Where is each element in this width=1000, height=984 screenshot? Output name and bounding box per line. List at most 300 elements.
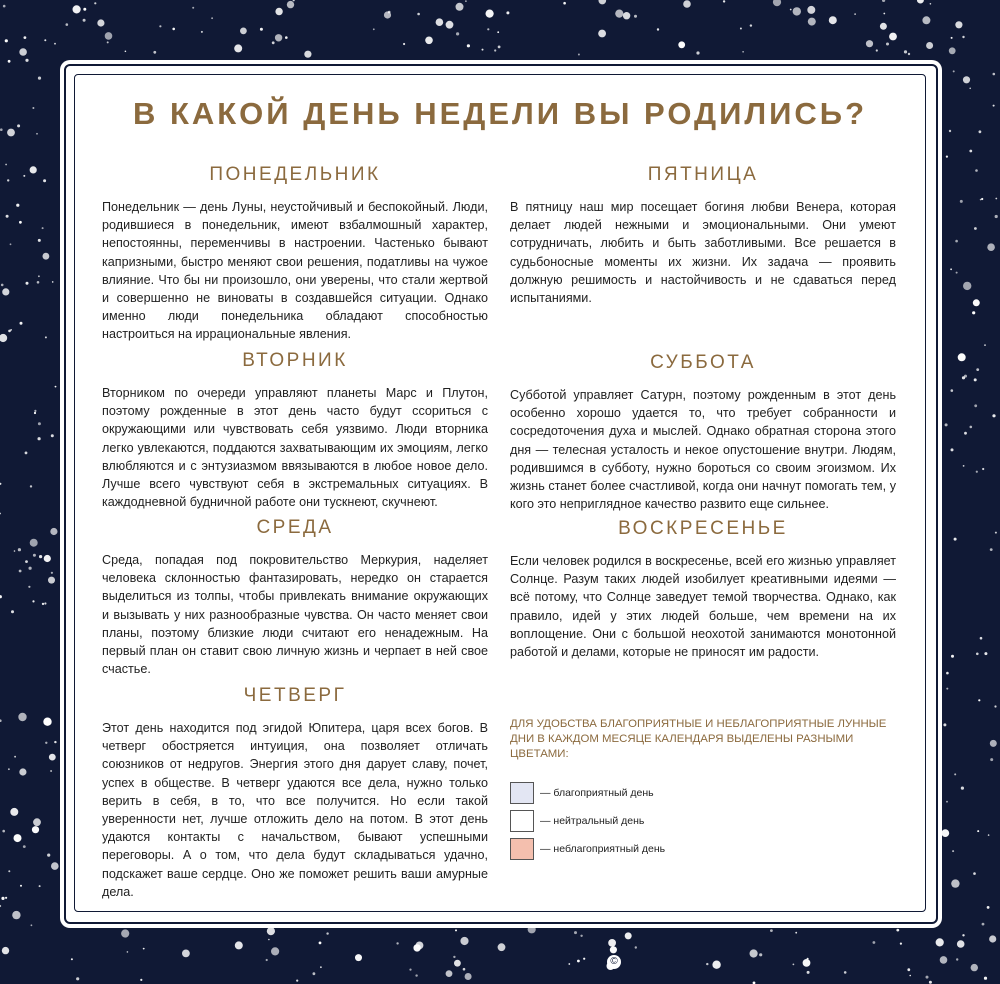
star-dot [268, 939, 270, 941]
section-tuesday [102, 350, 488, 511]
star-dot [954, 773, 956, 775]
star-dot [506, 11, 509, 14]
star-dot [930, 3, 932, 5]
star-dot [980, 637, 983, 640]
star-dot [889, 33, 897, 41]
star-dot [304, 51, 311, 58]
star-dot [974, 227, 977, 230]
star-dot [14, 834, 22, 842]
star-dot [42, 603, 44, 605]
star-dot [275, 34, 282, 41]
star-dot [42, 227, 44, 229]
calendar-note: ДЛЯ УДОБСТВА БЛАГОПРИЯТНЫЕ И НЕБЛАГОПРИЯТНЫЕ ЛУННЫЕ ДНИ В КАЖДОМ МЕСЯЦЕ КАЛЕНДАРЯ ВЫДЕЛЕНЫ РАЗНЫМИ ЦВЕТАМИ: [510, 718, 887, 760]
star-dot [10, 808, 18, 816]
star-dot [211, 17, 213, 19]
star-dot [953, 70, 955, 72]
star-dot [2, 288, 9, 295]
star-dot [30, 166, 37, 173]
star-dot [463, 968, 466, 971]
star-dot [10, 329, 12, 331]
star-dot [5, 39, 8, 42]
star-dot [0, 513, 1, 515]
star-dot [795, 932, 797, 934]
star-dot [28, 586, 30, 588]
star-dot [634, 15, 637, 18]
star-dot [285, 36, 288, 39]
star-dot [14, 550, 16, 552]
star-dot [17, 124, 20, 127]
star-dot [275, 8, 282, 15]
star-dot [896, 929, 899, 932]
star-dot [712, 961, 720, 969]
star-dot [127, 951, 129, 953]
star-dot [969, 150, 972, 153]
star-dot [30, 539, 38, 547]
star-dot [25, 452, 28, 455]
star-dot [172, 28, 175, 31]
text-monday: Понедельник — день Луны, неустойчивый и беспокойный. Люди, родившиеся в понедельник, имеют взбалмошный характер, непостоянны, переменчивы в настроении. Частенько бывают капризными, быстро меняют свои решения, податливы на чужое влияние. Что бы ни произошло, они уверены, что стали жертвой и совершенно не виноваты в создавшейся ситуации. Однако именно люди понедельника обладают способностью настроиться на иррациональные явления. [102, 200, 488, 342]
star-dot [30, 485, 32, 487]
star-dot [880, 23, 887, 30]
star-dot [949, 47, 956, 54]
star-dot [976, 653, 979, 656]
star-dot [16, 204, 19, 207]
star-dot [66, 23, 69, 26]
star-dot [742, 51, 744, 53]
section-friday [510, 164, 896, 307]
star-dot [951, 389, 954, 392]
heading-monday: ПОНЕДЕЛЬНИК [209, 164, 381, 185]
star-dot [0, 483, 1, 485]
star-dot [883, 13, 885, 15]
star-dot [234, 44, 242, 52]
star-dot [946, 688, 948, 690]
star-dot [790, 9, 792, 11]
star-dot [446, 970, 453, 977]
star-dot [946, 801, 948, 803]
heading-tuesday: ВТОРНИК [242, 350, 348, 371]
color-legend [510, 779, 810, 863]
star-dot [48, 577, 55, 584]
star-dot [31, 924, 33, 926]
star-dot [20, 885, 22, 887]
swatch-favorable [510, 782, 534, 804]
star-dot [320, 966, 322, 968]
star-dot [963, 465, 965, 467]
star-dot [45, 336, 47, 338]
star-dot [271, 947, 279, 955]
star-dot [951, 655, 954, 658]
star-dot [23, 845, 26, 848]
star-dot [24, 36, 27, 39]
star-dot [159, 25, 161, 27]
star-dot [498, 943, 506, 951]
star-dot [3, 5, 6, 8]
star-dot [1, 897, 4, 900]
star-dot [750, 949, 758, 957]
star-dot [946, 156, 948, 158]
star-dot [467, 44, 470, 47]
star-dot [990, 548, 993, 551]
star-dot [7, 129, 15, 137]
star-dot [988, 834, 990, 836]
heading-wednesday: СРЕДА [256, 517, 334, 538]
star-dot [706, 963, 708, 965]
section-thursday [102, 685, 488, 901]
star-dot [657, 28, 659, 30]
star-dot [803, 959, 811, 967]
star-dot [201, 31, 203, 33]
star-dot [978, 699, 980, 701]
star-dot [38, 77, 41, 80]
star-dot [33, 818, 41, 826]
legend-item-neutral [510, 807, 810, 835]
star-dot [945, 423, 948, 426]
star-dot [971, 964, 978, 971]
swatch-unfavorable [510, 838, 534, 860]
star-dot [14, 756, 16, 758]
star-dot [951, 448, 954, 451]
section-sunday [510, 518, 896, 661]
star-dot [39, 885, 41, 887]
star-dot [829, 16, 837, 24]
star-dot [723, 0, 725, 2]
star-dot [454, 960, 461, 967]
page-title: В КАКОЙ ДЕНЬ НЕДЕЛИ ВЫ РОДИЛИСЬ? [132, 96, 868, 131]
star-dot [962, 376, 965, 379]
star-dot [43, 718, 51, 726]
star-dot [54, 741, 56, 743]
star-dot [23, 175, 25, 177]
star-dot [958, 353, 966, 361]
star-dot [416, 942, 424, 950]
star-dot [25, 560, 28, 563]
star-dot [486, 10, 494, 18]
star-dot [917, 0, 924, 4]
star-dot [44, 555, 51, 562]
legend-item-unfavorable [510, 835, 810, 863]
star-dot [25, 59, 28, 62]
star-dot [960, 200, 963, 203]
star-dot [94, 2, 96, 4]
star-dot [482, 49, 484, 51]
star-dot [982, 468, 984, 470]
star-dot [982, 923, 985, 926]
star-dot [984, 977, 987, 980]
star-dot [71, 958, 73, 960]
star-dot [10, 243, 12, 245]
star-dot [97, 19, 104, 26]
star-dot [854, 13, 856, 15]
star-dot [32, 600, 34, 602]
star-dot [240, 28, 247, 35]
star-dot [498, 46, 501, 49]
star-dot [5, 164, 7, 166]
star-dot [995, 532, 997, 534]
star-dot [446, 21, 454, 29]
star-dot [957, 940, 965, 948]
star-dot [773, 0, 781, 6]
star-dot [373, 28, 375, 30]
star-dot [125, 51, 127, 53]
star-dot [995, 215, 998, 218]
star-dot [976, 368, 979, 371]
star-dot [192, 7, 194, 9]
star-dot [45, 742, 47, 744]
star-dot [956, 958, 958, 960]
star-dot [143, 948, 145, 950]
text-sunday: Если человек родился в воскресенье, всей его жизнью управляет Солнце. Разум таких людей изобилует креативными идеями — всё потому, что Солнце заведует темой творчества. Однако, как правило, идей у этих людей больше, чем времени на их воплощение. Они с большой неохотой занимаются монотонной работой и делами, которые не приносят им радости. [510, 554, 896, 660]
star-dot [990, 758, 993, 761]
star-dot [293, 0, 295, 1]
star-dot [19, 570, 22, 573]
star-dot [974, 378, 977, 381]
star-dot [907, 968, 910, 971]
star-dot [977, 830, 979, 832]
star-dot [962, 934, 964, 936]
star-dot [465, 0, 467, 2]
star-dot [610, 946, 617, 953]
star-dot [140, 979, 142, 981]
star-dot [7, 179, 9, 181]
star-dot [770, 929, 773, 932]
star-dot [415, 974, 417, 976]
star-dot [8, 768, 10, 770]
star-dot [598, 30, 606, 38]
star-dot [1, 284, 4, 287]
star-dot [973, 299, 980, 306]
star-dot [460, 937, 468, 945]
star-dot [51, 434, 54, 437]
star-dot [574, 931, 577, 934]
star-dot [956, 272, 958, 274]
star-dot [50, 770, 52, 772]
star-dot [260, 28, 263, 31]
star-dot [989, 935, 996, 942]
star-dot [625, 932, 632, 939]
star-dot [807, 971, 810, 974]
star-dot [0, 128, 3, 131]
star-dot [952, 850, 954, 852]
star-dot [497, 31, 499, 33]
heading-sunday: ВОСКРЕСЕНЬЕ [618, 518, 788, 539]
star-dot [436, 18, 444, 26]
star-dot [964, 432, 967, 435]
star-dot [465, 973, 472, 980]
star-dot [38, 437, 41, 440]
star-dot [696, 51, 699, 54]
star-dot [487, 28, 489, 30]
star-dot [900, 943, 902, 945]
star-dot [577, 960, 580, 963]
text-friday: В пятницу наш мир посещает богиня любви Венера, которая делает людей нежными и эмоциональными. Они умеют сотрудничать, любить и быть заботливыми. Все решается в судьбоносные моменты их жизни. Их задача — проявить должную решимость и настойчивость и не сдаваться перед испытаниями. [510, 200, 896, 306]
star-dot [313, 972, 316, 975]
star-dot [287, 1, 294, 8]
star-dot [38, 239, 41, 242]
star-dot [44, 39, 46, 41]
star-dot [18, 713, 26, 721]
star-dot [740, 28, 742, 30]
star-dot [37, 281, 40, 284]
star-dot [970, 426, 973, 429]
star-dot [425, 37, 433, 45]
star-dot [984, 652, 987, 655]
star-dot [963, 282, 971, 290]
star-dot [267, 927, 275, 935]
star-dot [955, 21, 962, 28]
legend-item-favorable [510, 779, 810, 807]
star-dot [33, 554, 36, 557]
star-dot [6, 215, 9, 218]
star-dot [39, 555, 42, 558]
star-dot [922, 16, 930, 24]
star-dot [2, 830, 5, 833]
star-dot [929, 981, 932, 984]
star-dot [678, 41, 685, 48]
star-dot [984, 344, 986, 346]
star-dot [615, 10, 623, 18]
star-dot [18, 548, 21, 551]
star-dot [121, 929, 129, 937]
star-dot [993, 73, 996, 76]
copyright-icon: © [607, 955, 621, 969]
star-dot [296, 980, 298, 982]
star-dot [76, 977, 79, 980]
text-tuesday: Вторником по очереди управляют планеты Марс и Плутон, поэтому рожденные в этот день часто будут ссориться с окружающими или чувствовать себя уязвимо. Люди вторника легко увлекаются, поддаются захватывающим их эмоциям, легко влюбляются и с энтузиазмом ввязываются в любое новое дело. Лучше всего чувствуют себя в экстремальных ситуациях. В каждодневной будничной работе они тускнеют, скучнеют. [102, 386, 488, 510]
star-dot [43, 253, 50, 260]
star-dot [951, 37, 953, 39]
star-dot [793, 7, 801, 15]
star-dot [583, 958, 585, 960]
star-dot [409, 969, 411, 971]
star-dot [2, 947, 9, 954]
star-dot [974, 404, 977, 407]
star-dot [950, 268, 952, 270]
star-dot [876, 49, 878, 51]
star-dot [750, 24, 752, 26]
star-dot [5, 897, 7, 899]
star-dot [973, 872, 976, 875]
star-dot [623, 12, 630, 19]
section-monday [102, 164, 488, 344]
star-dot [793, 964, 795, 966]
star-dot [873, 941, 876, 944]
star-dot [909, 975, 911, 977]
star-dot [44, 602, 46, 604]
star-dot [494, 49, 496, 51]
heading-thursday: ЧЕТВЕРГ [243, 685, 347, 706]
star-dot [8, 870, 10, 872]
star-dot [936, 938, 944, 946]
star-dot [54, 43, 56, 45]
star-dot [453, 956, 455, 958]
star-dot [38, 422, 41, 425]
star-dot [43, 179, 46, 182]
star-dot [987, 906, 990, 909]
star-dot [326, 932, 328, 934]
star-dot [153, 51, 156, 54]
star-dot [580, 935, 582, 937]
heading-saturday: СУББОТА [650, 352, 756, 373]
star-dot [455, 929, 457, 931]
text-wednesday: Среда, попадая под покровительство Меркурия, наделяет человека склонностью фантазировать, нередко он старается выделиться из толпы, чтобы привлекать внимание окружающих и вызывать у них разнообразные чувства. Он часто меняет свои планы, поэтому близкие люди считают его ненадежным. На первый план он ставит свою личную жизнь и черпает в ней свое счастье. [102, 553, 488, 677]
star-dot [994, 705, 996, 707]
star-dot [608, 939, 616, 947]
star-dot [34, 412, 36, 414]
star-dot [26, 282, 29, 285]
star-dot [981, 198, 983, 200]
star-dot [578, 54, 580, 56]
star-dot [866, 40, 873, 47]
star-dot [972, 311, 975, 314]
star-dot [568, 963, 570, 965]
star-dot [808, 18, 816, 26]
legend-label-favorable: — благоприятный день [540, 787, 654, 799]
star-dot [990, 740, 997, 747]
star-dot [272, 41, 275, 44]
star-dot [995, 198, 997, 200]
star-dot [38, 275, 40, 277]
star-dot [599, 0, 607, 4]
legend-label-unfavorable: — неблагоприятный день [540, 843, 666, 855]
star-dot [976, 471, 978, 473]
star-dot [19, 48, 27, 56]
star-dot [943, 723, 946, 726]
star-dot [235, 941, 243, 949]
star-dot [0, 719, 2, 722]
heading-friday: ПЯТНИЦА [647, 164, 759, 185]
star-dot [11, 610, 14, 613]
star-dot [355, 954, 362, 961]
text-saturday: Субботой управляет Сатурн, поэтому рожденным в этот день особенно хорошо удается то, что требует собранности и сосредоточения духа и мыслей. Однако обратная сторона этого дня — телесная усталость и некое опустошение внутри. Людям, родившимся в субботу, нужно бороться со своим эгоизмом. Их жизнь станет более счастливой, когда они начнут помогать тем, у кого это неприглядное качество развито еще сильнее. [510, 388, 896, 512]
legend-label-neutral: — нейтральный день [540, 815, 645, 827]
star-dot [20, 322, 23, 325]
star-dot [52, 281, 54, 283]
section-saturday [510, 352, 896, 513]
star-dot [50, 528, 57, 535]
star-dot [396, 942, 398, 944]
star-dot [384, 11, 391, 18]
star-dot [319, 942, 322, 945]
star-dot [979, 130, 982, 133]
star-dot [987, 243, 995, 251]
star-dot [55, 386, 57, 388]
star-dot [19, 768, 26, 775]
star-dot [456, 3, 464, 11]
star-dot [886, 43, 889, 46]
star-dot [941, 829, 949, 837]
star-dot [951, 879, 959, 887]
star-dot [8, 60, 11, 63]
swatch-neutral [510, 810, 534, 832]
star-dot [844, 971, 847, 974]
star-dot [908, 53, 910, 55]
star-dot [926, 976, 929, 979]
star-dot [36, 133, 38, 135]
section-wednesday [102, 517, 488, 678]
star-dot [32, 826, 39, 833]
star-dot [904, 50, 907, 53]
star-dot [563, 2, 566, 5]
text-thursday: Этот день находится под эгидой Юпитера, царя всех богов. В четверг обостряется интуиция, она позволяет отличать союзников от недругов. Энергия этого дня дарует славу, почет, успех в обществе. В четверг удаются все дела, нужно только верить в себя, в то, что все получится. Но если такой уверенности нет, лучше отложить дело на потом. В этот день удаются контакты с начальством, бывают успешными переговоры. А о том, что дела будут складываться удачно, подскажет ваше сердце. Оно же поможет решить ваши амурные дела. [102, 721, 488, 899]
star-dot [51, 862, 59, 870]
star-dot [993, 105, 995, 107]
star-dot [105, 32, 113, 40]
star-dot [83, 19, 86, 22]
star-dot [975, 169, 978, 172]
star-dot [456, 32, 459, 35]
star-dot [182, 950, 190, 958]
